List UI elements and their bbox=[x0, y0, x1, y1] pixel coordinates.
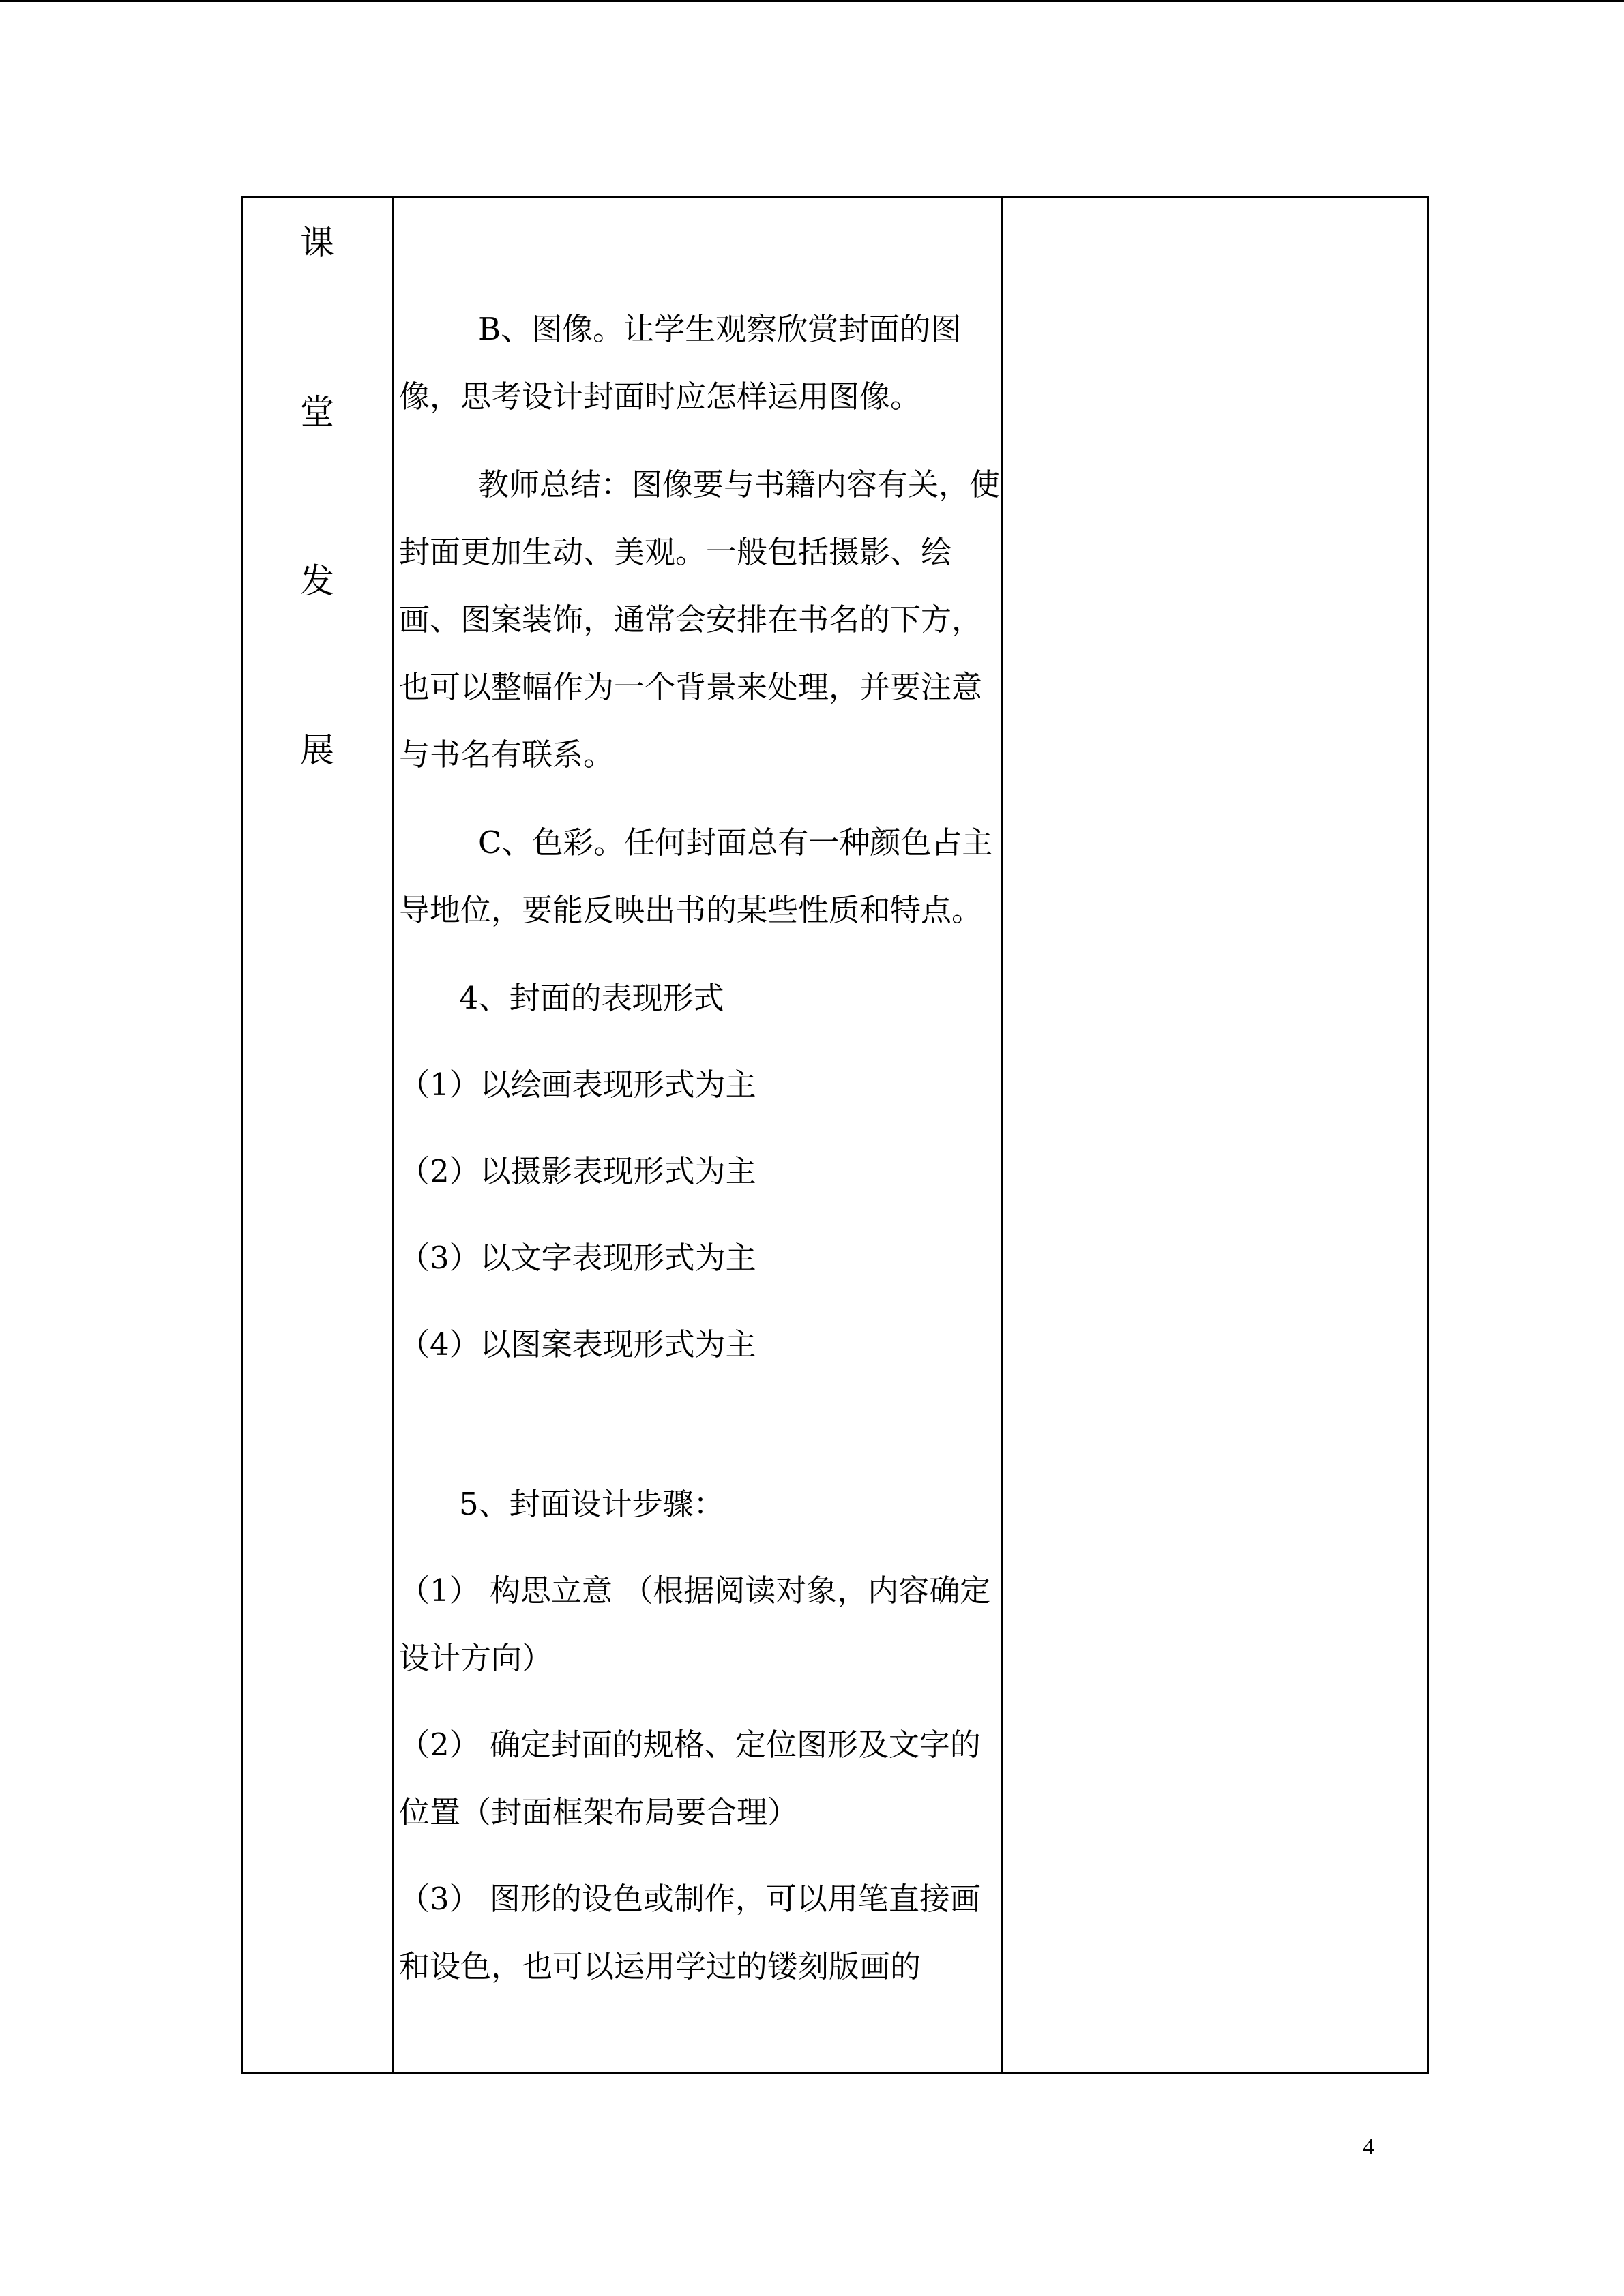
lesson-content bbox=[394, 198, 1001, 2000]
lesson-table bbox=[241, 196, 1429, 2074]
teacher-summary-paragraph: 教师总结：图像要与书籍内容有关，使封面更加生动、美观。一般包括摄影、绘画、图案装饰，通常会安排在书名的下方，也可以整幅作为一个背景来处理，并要注意与书名有联系。 bbox=[399, 466, 1001, 773]
form-item: （3）以文字表现形式为主 bbox=[399, 1240, 756, 1276]
forms-heading: 4、封面的表现形式 bbox=[459, 980, 724, 1016]
table-row bbox=[242, 197, 1428, 2074]
section-label-char: 堂 bbox=[300, 392, 334, 432]
image-paragraph: B、图像。让学生观察欣赏封面的图像，思考设计封面时应怎样运用图像。 bbox=[399, 311, 962, 415]
step-item: （1） 构思立意 （根据阅读对象，内容确定设计方向） bbox=[399, 1572, 991, 1676]
form-item: （4）以图案表现形式为主 bbox=[399, 1326, 756, 1362]
section-label-char: 课 bbox=[300, 223, 334, 263]
top-rule bbox=[0, 0, 1624, 2]
form-item: （1）以绘画表现形式为主 bbox=[399, 1067, 756, 1103]
color-paragraph: C、色彩。任何封面总有一种颜色占主导地位，要能反映出书的某些性质和特点。 bbox=[399, 824, 993, 928]
page-number: 4 bbox=[1363, 2134, 1374, 2160]
step-item: （2） 确定封面的规格、定位图形及文字的位置（封面框架布局要合理） bbox=[399, 1727, 981, 1830]
section-label-char: 发 bbox=[300, 561, 334, 601]
notes-cell bbox=[1002, 197, 1428, 2074]
step-item: （3） 图形的设色或制作，可以用笔直接画和设色，也可以运用学过的镂刻版画的 bbox=[399, 1881, 981, 1984]
section-label bbox=[243, 198, 392, 768]
content-cell bbox=[393, 197, 1002, 2074]
section-label-char: 展 bbox=[300, 730, 334, 770]
section-label-cell bbox=[242, 197, 393, 2074]
form-item: （2）以摄影表现形式为主 bbox=[399, 1153, 756, 1189]
steps-heading: 5、封面设计步骤： bbox=[459, 1486, 724, 1522]
